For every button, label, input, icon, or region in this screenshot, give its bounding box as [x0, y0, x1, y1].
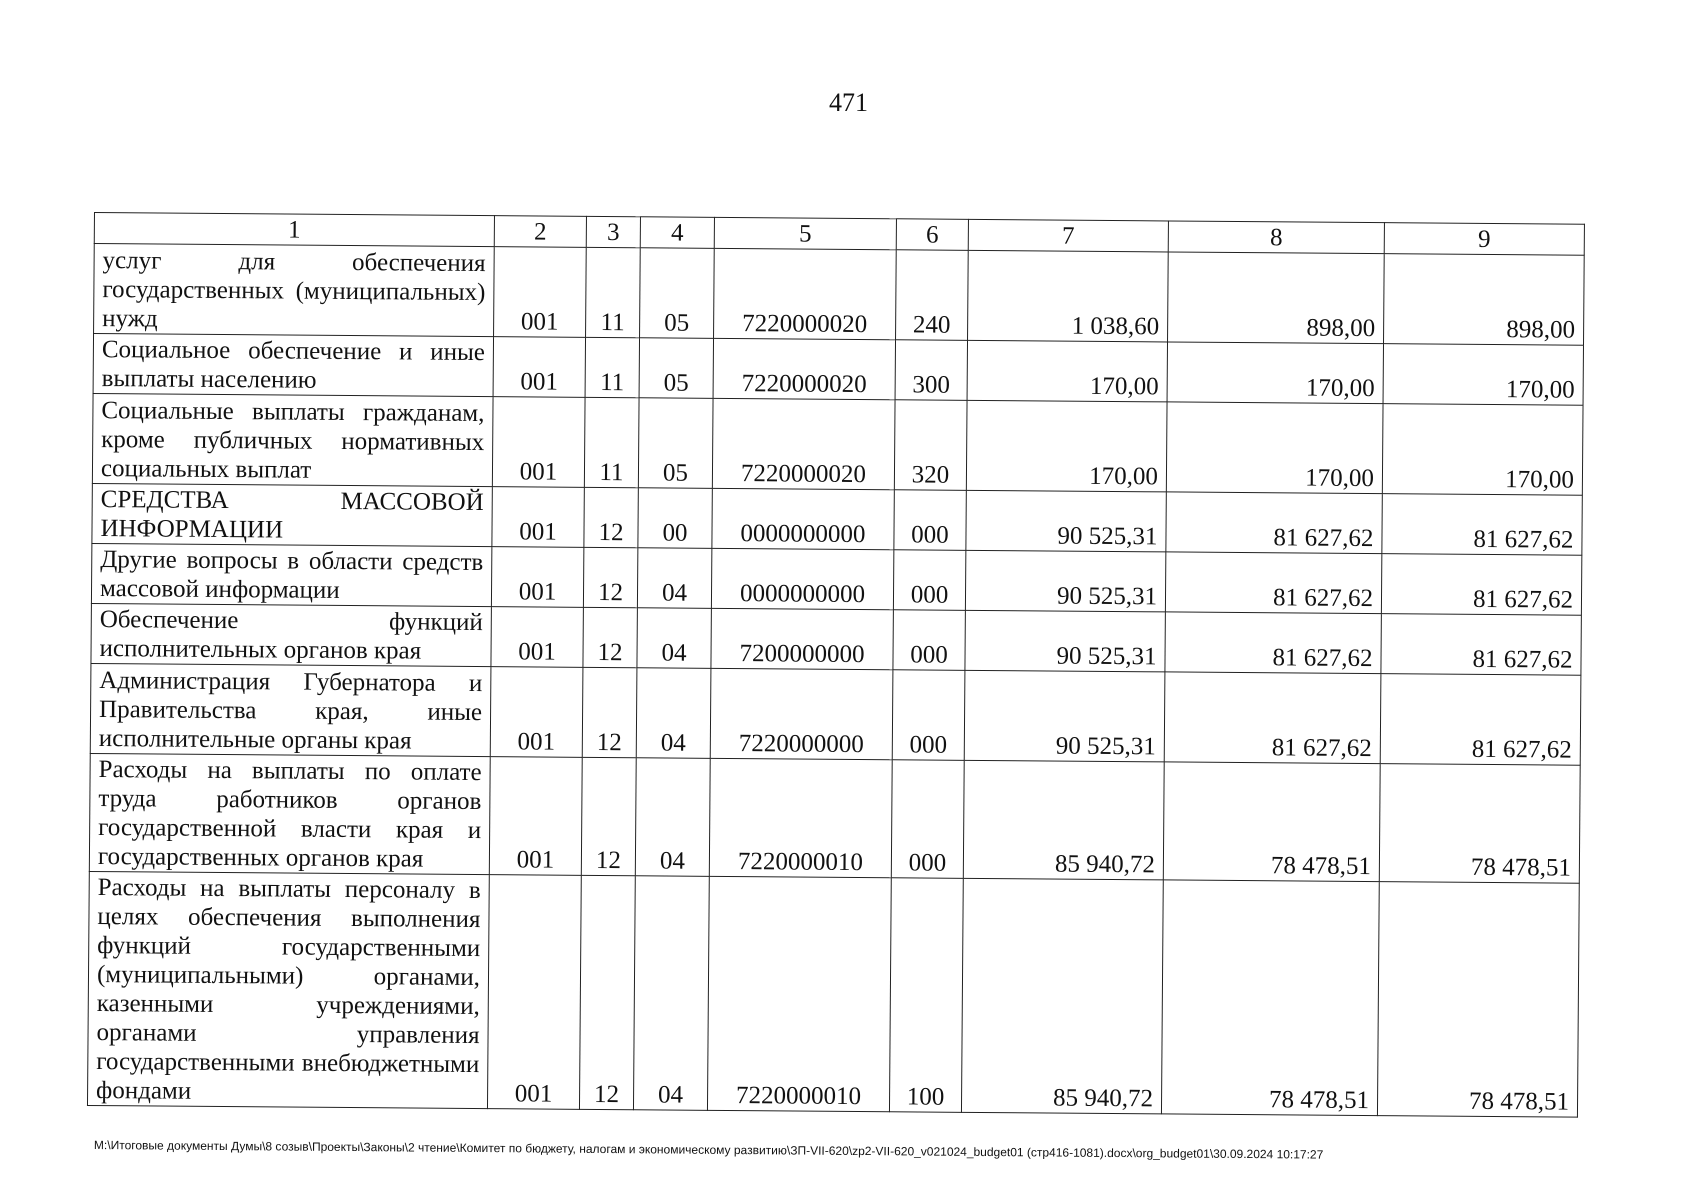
cell-value-9: 170,00 — [1382, 404, 1583, 496]
cell-value-9: 81 627,62 — [1381, 554, 1581, 616]
cell-expense-type: 240 — [896, 250, 969, 341]
cell-value-8: 81 627,62 — [1164, 672, 1381, 764]
cell-value-9: 78 478,51 — [1377, 882, 1579, 1118]
column-header: 4 — [640, 217, 714, 249]
budget-table — [87, 212, 1585, 1118]
cell-target-article: 0000000000 — [712, 488, 894, 549]
column-header: 8 — [1168, 221, 1384, 254]
cell-section: 11 — [585, 337, 639, 397]
cell-target-article: 7220000020 — [714, 248, 897, 339]
cell-value-7: 85 940,72 — [961, 878, 1163, 1114]
cell-code: 001 — [487, 875, 581, 1110]
table-row — [91, 543, 1581, 615]
row-name: Администрация Губернатора и Правительства края, иные исполнительные органы края — [90, 663, 491, 756]
cell-value-8: 78 478,51 — [1163, 762, 1380, 882]
cell-value-8: 81 627,62 — [1165, 612, 1381, 674]
cell-section: 12 — [581, 757, 636, 875]
cell-target-article: 7220000020 — [713, 338, 895, 399]
row-name: Расходы на выплаты по оплате труда работников органов государственной власти края и государственных органов края — [89, 753, 490, 874]
cell-subsection: 04 — [635, 758, 710, 877]
cell-section: 12 — [584, 487, 638, 547]
row-name: Расходы на выплаты персоналу в целях обеспечения выполнения функций государственными (муниципальными) органами, казенными учреждениями, органами управления государственными внебюджетными фондами — [87, 871, 489, 1108]
column-header: 9 — [1384, 223, 1584, 256]
cell-expense-type: 000 — [892, 670, 965, 761]
page-number: 471 — [829, 88, 868, 117]
cell-value-8: 81 627,62 — [1166, 492, 1382, 554]
cell-code: 001 — [491, 607, 583, 668]
cell-value-7: 170,00 — [966, 400, 1167, 492]
table-row — [94, 244, 1585, 346]
cell-expense-type: 000 — [891, 760, 964, 879]
cell-value-7: 90 525,31 — [965, 550, 1165, 612]
cell-value-9: 81 627,62 — [1381, 614, 1581, 676]
cell-subsection: 00 — [638, 488, 712, 549]
cell-target-article: 7220000000 — [710, 668, 893, 759]
cell-target-article: 7220000020 — [712, 398, 895, 489]
cell-section: 12 — [583, 547, 637, 607]
cell-value-8: 78 478,51 — [1161, 880, 1379, 1116]
table-row — [92, 393, 1583, 495]
row-name: Социальное обеспечение и иные выплаты населению — [93, 334, 493, 397]
column-header: 5 — [714, 217, 896, 249]
cell-code: 001 — [494, 247, 587, 338]
cell-subsection: 04 — [636, 668, 711, 759]
column-header: 3 — [586, 216, 640, 247]
cell-expense-type: 000 — [894, 490, 966, 551]
cell-section: 11 — [586, 247, 641, 337]
column-header: 1 — [94, 213, 494, 247]
cell-value-7: 85 940,72 — [963, 760, 1164, 880]
table-row — [89, 753, 1580, 883]
cell-value-8: 898,00 — [1168, 252, 1385, 344]
cell-code: 001 — [491, 547, 583, 608]
cell-expense-type: 000 — [893, 610, 965, 671]
cell-subsection: 05 — [640, 248, 715, 339]
cell-code: 001 — [489, 757, 582, 876]
cell-subsection: 04 — [637, 548, 711, 609]
cell-subsection: 05 — [639, 338, 713, 399]
cell-value-9: 78 478,51 — [1379, 764, 1580, 884]
table-row — [91, 603, 1581, 675]
cell-value-9: 898,00 — [1384, 254, 1585, 346]
cell-value-7: 1 038,60 — [968, 250, 1169, 342]
column-header: 6 — [896, 219, 968, 251]
file-path-footer: M:\Итоговые документы Думы\8 созыв\Проекты\Законы\2 чтение\Комитет по бюджету, налогам и экономическому развитию\ЗП-VII-620\zp2-VII-620_v021024_budget01 (стр416-1081).docx\org_budget01\30.09.2024 10:17:27 — [93, 1138, 1324, 1162]
cell-target-article: 7220000010 — [707, 876, 891, 1111]
cell-section: 12 — [579, 875, 635, 1109]
cell-value-7: 170,00 — [967, 340, 1167, 402]
cell-subsection: 04 — [637, 608, 711, 669]
cell-value-7: 90 525,31 — [966, 490, 1166, 552]
cell-subsection: 05 — [638, 398, 713, 489]
cell-target-article: 7200000000 — [711, 608, 893, 669]
cell-value-9: 81 627,62 — [1380, 674, 1581, 766]
cell-section: 12 — [583, 607, 637, 667]
cell-value-7: 90 525,31 — [964, 670, 1165, 762]
cell-value-9: 170,00 — [1383, 344, 1583, 406]
cell-expense-type: 000 — [893, 550, 965, 611]
table-row — [87, 871, 1579, 1117]
row-name: услуг для обеспечения государственных (муниципальных) нужд — [94, 244, 495, 337]
cell-code: 001 — [490, 667, 583, 758]
cell-expense-type: 300 — [895, 340, 967, 401]
row-name: Обеспечение функций исполнительных органов края — [91, 603, 491, 666]
row-name: Социальные выплаты гражданам, кроме публичных нормативных социальных выплат — [92, 393, 493, 486]
cell-code: 001 — [492, 487, 584, 548]
cell-expense-type: 100 — [889, 878, 963, 1113]
budget-table-wrapper — [87, 212, 1585, 1118]
cell-section: 11 — [584, 397, 639, 487]
cell-section: 12 — [582, 667, 637, 757]
column-header: 2 — [494, 216, 586, 248]
cell-expense-type: 320 — [894, 400, 967, 491]
cell-code: 001 — [492, 397, 585, 488]
cell-value-7: 90 525,31 — [965, 610, 1165, 672]
cell-value-8: 170,00 — [1166, 402, 1383, 494]
cell-subsection: 04 — [633, 876, 709, 1111]
column-header: 7 — [968, 219, 1168, 252]
cell-target-article: 7220000010 — [709, 758, 892, 877]
cell-code: 001 — [493, 337, 585, 398]
row-name: Другие вопросы в области средств массовой информации — [91, 543, 491, 606]
row-name: СРЕДСТВА МАССОВОЙ ИНФОРМАЦИИ — [92, 483, 492, 546]
cell-value-8: 81 627,62 — [1165, 552, 1381, 614]
cell-target-article: 0000000000 — [711, 548, 893, 609]
cell-value-8: 170,00 — [1167, 342, 1383, 404]
cell-value-9: 81 627,62 — [1382, 494, 1582, 556]
table-row — [90, 663, 1581, 765]
